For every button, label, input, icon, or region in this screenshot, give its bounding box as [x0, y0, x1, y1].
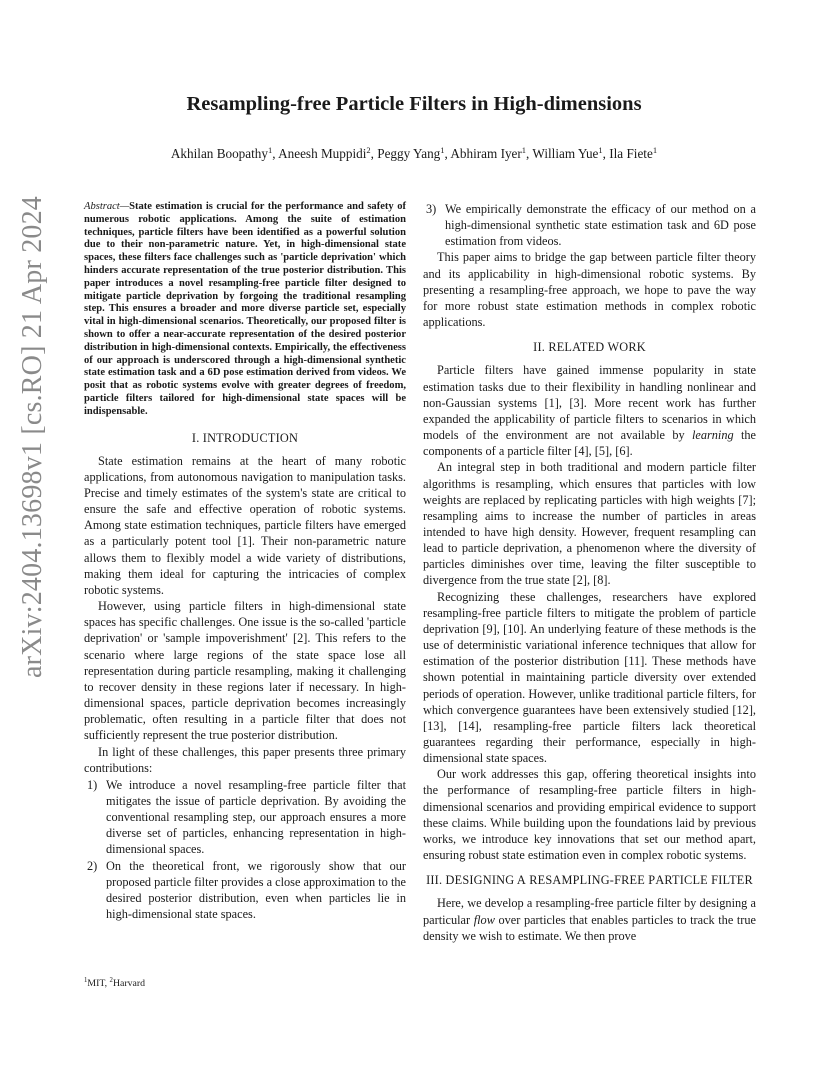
affiliation-mark: 2	[366, 145, 371, 155]
section-title: DESIGNING A RESAMPLING-FREE PARTICLE FILTER	[445, 873, 753, 888]
intro-closing-paragraph: This paper aims to bridge the gap between particle filter theory and its applicability in high-dimensional robotic systems. By presenting a resampling-free approach, we hope to pave the way for more robust state estimation methods in complex robotic applications.	[423, 250, 756, 330]
affiliation-mark: 1	[652, 145, 658, 155]
affiliation-mark: 1	[440, 145, 445, 155]
section-heading-related-work	[423, 339, 756, 355]
author-name: Akhilan Boopathy	[170, 146, 268, 161]
related-paragraph: Our work addresses this gap, offering theoretical insights into the performance of resampling-free particle filters in high-dimensional scenarios and providing empirical evidence to support these claims. While building upon the foundations laid by previous works, we introduce key innovations that set our method apart, ensuring robust state estimation even in complex robotic systems.	[423, 767, 756, 863]
author-name: William Yue	[532, 146, 599, 161]
section-number: II.	[533, 340, 546, 355]
list-number: 3)	[426, 202, 437, 216]
author-name: Peggy Yang	[377, 146, 441, 161]
author-name: Ila Fiete	[609, 146, 653, 161]
affiliation-mark: 1	[267, 145, 273, 155]
abstract	[84, 201, 406, 419]
contribution-item	[84, 777, 406, 858]
contribution-item	[84, 858, 406, 923]
intro-paragraph: However, using particle filters in high-dimensional state spaces has specific challenges. One issue is the so-called 'particle deprivation' or 'sample impoverishment' [2]. This refers to the scenario where large regions of the state space lose all representation during particle resampling, making it challenging to recover density in these regions later if necessary. In high-dimensional spaces, particle deprivation becomes increasingly problematic, often resulting in a particle filter that does not sufficiently represent the true posterior distribution.	[84, 599, 406, 743]
paper-title: Resampling-free Particle Filters in High-dimensions	[186, 93, 642, 115]
arxiv-identifier-stamp: arXiv:2404.13698v1 [cs.RO] 21 Apr 2024	[17, 195, 48, 678]
abstract-text: State estimation is crucial for the performance and safety of numerous robotic applications. Among the suite of estimation techniques, particle filters have been identified as a powerful solution due to their non-parametric nature. Yet, in high-dimensional state spaces, these filters face challenges such as 'particle deprivation' which hinders accurate representation of the true posterior distribution. This paper introduces a novel resampling-free particle filter designed to mitigate particle deprivation by forgoing the traditional resampling step. This ensures a broader and more diverse particle set, especially vital in high-dimensional scenarios. Theoretically, our proposed filter is shown to offer a near-accurate representation of the desired posterior distribution in high-dimensional contexts. Empirically, the effectiveness of our approach is underscored through a high-dimensional synthetic state estimation task and a 6D pose estimation derived from videos. We posit that as robotic systems evolve with greater degrees of freedom, particle filters tailored for high-dimensional state spaces will be indispensable.	[84, 201, 406, 417]
related-paragraph: Particle filters have gained immense popularity in state estimation tasks due to their flexibility in handling nonlinear and non-Gaussian systems [1], [3]. More recent work has further expanded the applicability of particle filters to scenarios in which models of the environment are not available by learning the components of a particle filter [4], [5], [6].	[423, 363, 756, 459]
list-text: We empirically demonstrate the efficacy of our method on a high-dimensional synthetic state estimation task and 6D pose estimation from videos.	[445, 202, 756, 249]
right-column	[423, 201, 756, 944]
affiliation-footnote: $^1$MIT, $^2$Harvard	[84, 977, 146, 989]
section-number: I.	[191, 430, 200, 445]
intro-paragraph: State estimation remains at the heart of many robotic applications, from autonomous navigation to manipulation tasks. Precise and timely estimates of the system's state are critical to ensure the safe and effective operation of robotic systems. Among state estimation techniques, particle filters have emerged as a particularly potent tool [1]. Their non-parametric nature allows them to flexibly model a wide variety of distributions, making them ideal for capturing the intricacies of complex robotic systems.	[84, 453, 406, 597]
affiliation-mark: 1	[521, 145, 527, 155]
abstract-lead: Abstract—	[84, 201, 130, 212]
affiliation-mark: 1	[598, 145, 603, 155]
intro-paragraph: In light of these challenges, this paper presents three primary contributions:	[84, 744, 406, 775]
designing-paragraph: Here, we develop a resampling-free particle filter by designing a particular flow over particles that enables particles to track the true density we wish to estimate. We then prove	[423, 896, 757, 943]
left-column	[84, 201, 406, 922]
related-paragraph: Recognizing these challenges, researchers have explored resampling-free particle filters to mitigate the problem of particle deprivation [9], [10]. An underlying feature of these methods is the use of deterministic variational inference techniques that allow for estimation of the posterior distribution [11]. These methods have shown potential in maintaining particle diversity over extended periods of operation. However, unlike traditional particle filters, for which convergence guarantees have been extensively studied [12], [13], [14], resampling-free particle filters lack theoretical guarantees regarding their performance, especially in high-dimensional state spaces.	[423, 589, 756, 766]
section-number: III.	[426, 873, 443, 888]
author-name: Abhiram Iyer	[450, 146, 522, 161]
section-title: RELATED WORK	[548, 340, 646, 355]
list-text: On the theoretical front, we rigorously show that our proposed particle filter provides a close approximation to the desired posterior distribution, even when particles lie in high-dimensional state spaces.	[106, 858, 406, 922]
related-paragraph: An integral step in both traditional and modern particle filter algorithms is resampling, which ensures that particles with low weights are replaced by replicating particles with high weights [7]; resampling aims to increase the number of particles in areas intended to have high density. However, frequent resampling can lead to particle deprivation, a phenomenon where the diversity of particles diminishes over time, leaving the filter susceptible to divergence from the true state [2], [8].	[423, 460, 756, 588]
list-text: We introduce a novel resampling-free particle filter that mitigates the issue of particle deprivation. By avoiding the conventional resampling step, our approach ensures a more diverse set of particles, enhancing representation in high-dimensional spaces.	[106, 777, 406, 857]
contribution-list-continued	[423, 201, 756, 249]
contribution-item	[423, 201, 756, 249]
list-number: 2)	[87, 858, 98, 873]
section-heading-designing	[423, 872, 756, 888]
contribution-list	[84, 777, 406, 922]
author-list: Akhilan Boopathy$^1$, Aneesh Muppidi$^2$, Peggy Yang$^1$, Abhiram Iyer$^1$, William Yue$^1$, Ila Fiete$^1$	[170, 145, 658, 161]
section-title: INTRODUCTION	[202, 430, 299, 445]
section-heading-introduction	[84, 430, 406, 446]
author-name: Aneesh Muppidi	[278, 146, 367, 161]
list-number: 1)	[87, 777, 98, 792]
